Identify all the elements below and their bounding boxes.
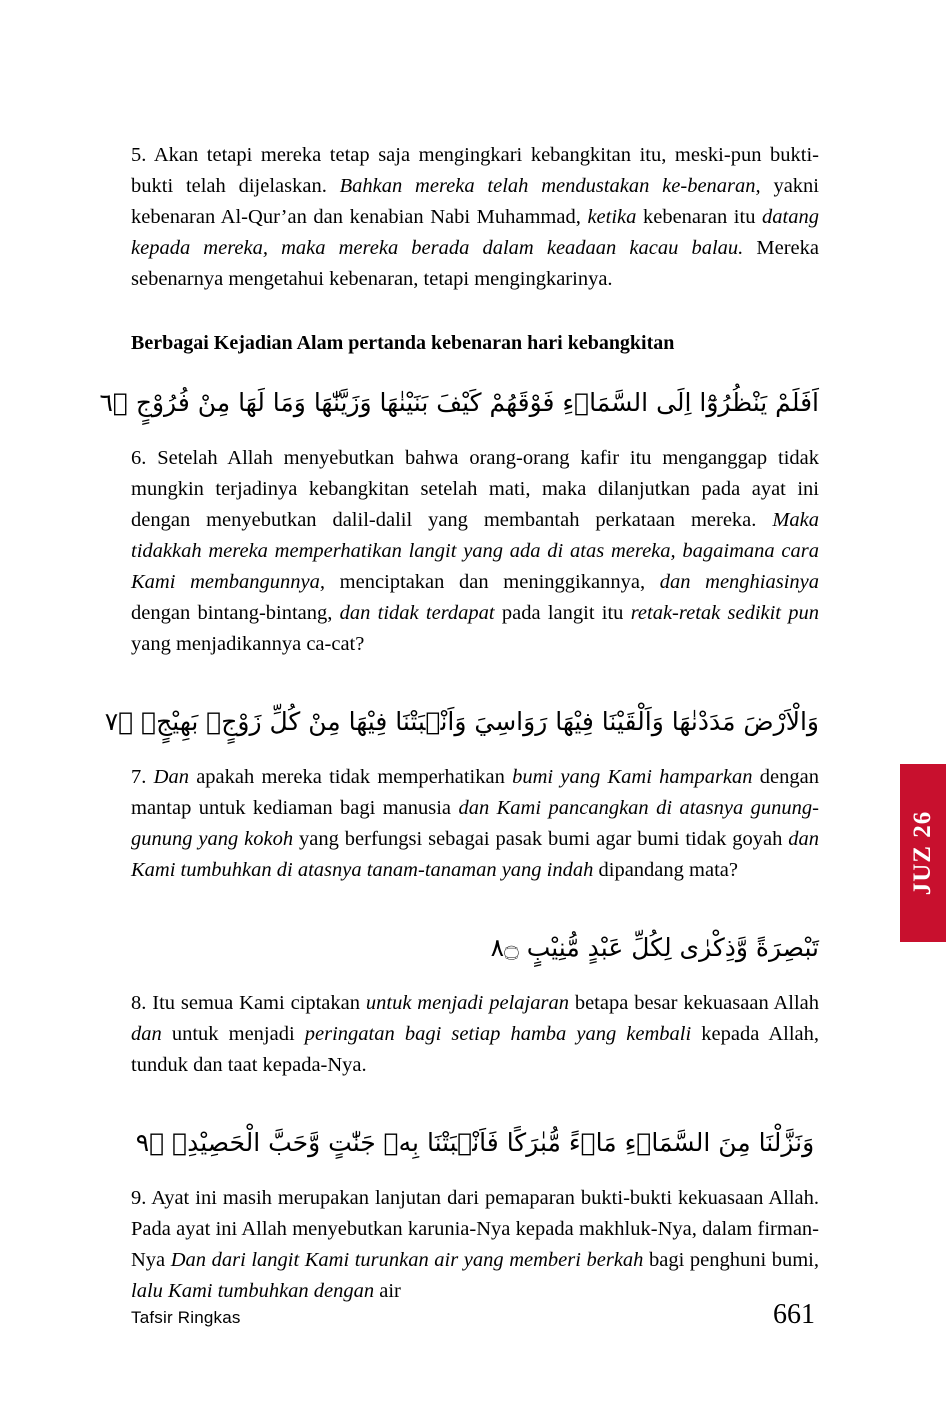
page-content — [99, 140, 820, 1307]
text-run: yang berfungsi sebagai pasak bumi agar bumi tidak goyah — [293, 828, 789, 850]
arabic-verse-6: اَفَلَمْ يَنْظُرُوْٓا اِلَى السَّمَاۤءِ فَوْقَهُمْ كَيْفَ بَنَيْنٰهَا وَزَيَّنّٰهَا وَمَا لَهَا مِنْ فُرُوْجٍ ۝٦ — [99, 388, 819, 417]
juz-tab-label: JUZ 26 — [909, 810, 937, 896]
text-run: 7. — [131, 766, 154, 788]
text-run-italic: ketika — [587, 206, 637, 228]
text-run: kebenaran itu — [636, 206, 763, 228]
text-run-italic: dan menghiasinya — [659, 571, 820, 593]
text-run: 8. Itu semua Kami ciptakan — [131, 992, 366, 1014]
arabic-verse-7: وَالْاَرْضَ مَدَدْنٰهَا وَاَلْقَيْنَا فِيْهَا رَوَاسِيَ وَاَنْۢبَتْنَا فِيْهَا مِنْ كُلِّ زَوْجٍۢ بَهِيْجٍۙ ۝٧ — [104, 707, 819, 736]
text-run: Mereka sebenarnya mengetahui kebenaran, tetapi mengingkarinya. — [131, 237, 819, 290]
arabic-verse-9: وَنَزَّلْنَا مِنَ السَّمَاۤءِ مَاۤءً مُّبٰرَكًا فَاَنْۢبَتْنَا بِهٖ جَنّٰتٍ وَّحَبَّ الْحَصِيْدِۙ ۝٩ — [135, 1128, 815, 1157]
paragraph-ayat-9 — [131, 1183, 819, 1307]
text-run-italic: peringatan bagi setiap hamba yang kembali — [304, 1023, 692, 1045]
text-run: dengan mantap untuk kediaman bagi manusia — [131, 766, 820, 819]
text-run: yakni kebenaran Al-Qur’an dan kenabian Nabi Muhammad, — [131, 175, 819, 228]
text-run: apakah mereka tidak memperhatikan — [188, 766, 513, 788]
paragraph-ayat-8 — [131, 988, 819, 1081]
page-number: 661 — [773, 1299, 815, 1330]
text-run: air — [374, 1280, 401, 1302]
text-run: pada langit itu — [494, 602, 631, 624]
text-run-italic: dan tidak terdapat — [339, 602, 495, 624]
text-run: dipandang mata? — [593, 859, 738, 881]
paragraph-ayat-5 — [131, 140, 819, 295]
text-run-italic: Dan — [153, 766, 189, 788]
text-run: untuk menjadi — [161, 1023, 305, 1045]
text-run: menciptakan dan meninggikannya, — [325, 571, 660, 593]
paragraph-ayat-6 — [131, 443, 819, 660]
text-run-italic: Dan dari langit Kami turunkan air yang memberi berkah — [170, 1249, 644, 1271]
text-run-italic: Bahkan mereka telah mendustakan ke-benaran, — [339, 175, 761, 197]
spacer — [131, 886, 819, 906]
text-run: bagi penghuni bumi, — [643, 1249, 819, 1271]
text-run: 6. Setelah Allah menyebutkan bahwa orang-orang kafir itu menganggap tidak mungkin terjadinya kebangkitan setelah mati, maka dilanjutkan pada ayat ini dengan menyebutkan dalil-dalil yang membantah perkataan mereka. — [131, 447, 819, 531]
text-run-italic: retak-retak sedikit pun — [630, 602, 820, 624]
text-run: 5. Akan tetapi mereka tetap saja mengingkari kebangkitan itu, meski-pun bukti-bukti telah dijelaskan. — [131, 144, 819, 197]
arabic-verse-8: تَبْصِرَةً وَّذِكْرٰى لِكُلِّ عَبْدٍ مُّنِيْبٍ ۝٨ — [490, 933, 819, 962]
text-run: dengan bintang-bintang, — [131, 602, 340, 624]
text-run-italic: lalu Kami tumbuhkan dengan — [131, 1280, 375, 1302]
text-run: kepada Allah, tunduk dan taat kepada-Nya. — [131, 1023, 819, 1076]
text-run-italic: datang kepada mereka, maka mereka berada dalam keadaan kacau balau. — [131, 206, 819, 259]
text-run-italic: untuk menjadi pelajaran — [365, 992, 569, 1014]
text-run-italic: bumi yang Kami hamparkan — [512, 766, 753, 788]
page-footer — [131, 1299, 815, 1331]
text-run: yang menjadikannya ca-cat? — [131, 633, 365, 655]
text-run-italic: dan Kami tumbuhkan di atasnya tanam-tanaman yang indah — [131, 828, 819, 881]
text-run-italic: dan — [131, 1023, 162, 1045]
spacer — [131, 660, 819, 680]
text-run-italic: Maka tidakkah mereka memperhatikan langit yang ada di atas mereka, bagaimana cara Kami membangunnya, — [131, 509, 819, 593]
text-run: betapa besar kekuasaan Allah — [568, 992, 819, 1014]
text-run-italic: dan Kami pancangkan di atasnya gunung-gunung yang kokoh — [131, 797, 819, 850]
spacer — [131, 1081, 819, 1101]
juz-tab — [900, 764, 946, 942]
footer-book-title: Tafsir Ringkas — [131, 1308, 241, 1327]
section-heading: Berbagai Kejadian Alam pertanda kebenaran hari kebangkitan — [131, 332, 675, 354]
text-run: 9. Ayat ini masih merupakan lanjutan dari pemaparan bukti-bukti kekuasaan Allah. Pada ayat ini Allah menyebutkan karunia-Nya kepada makhluk-Nya, dalam firman-Nya — [131, 1187, 819, 1271]
paragraph-ayat-7 — [131, 762, 819, 886]
